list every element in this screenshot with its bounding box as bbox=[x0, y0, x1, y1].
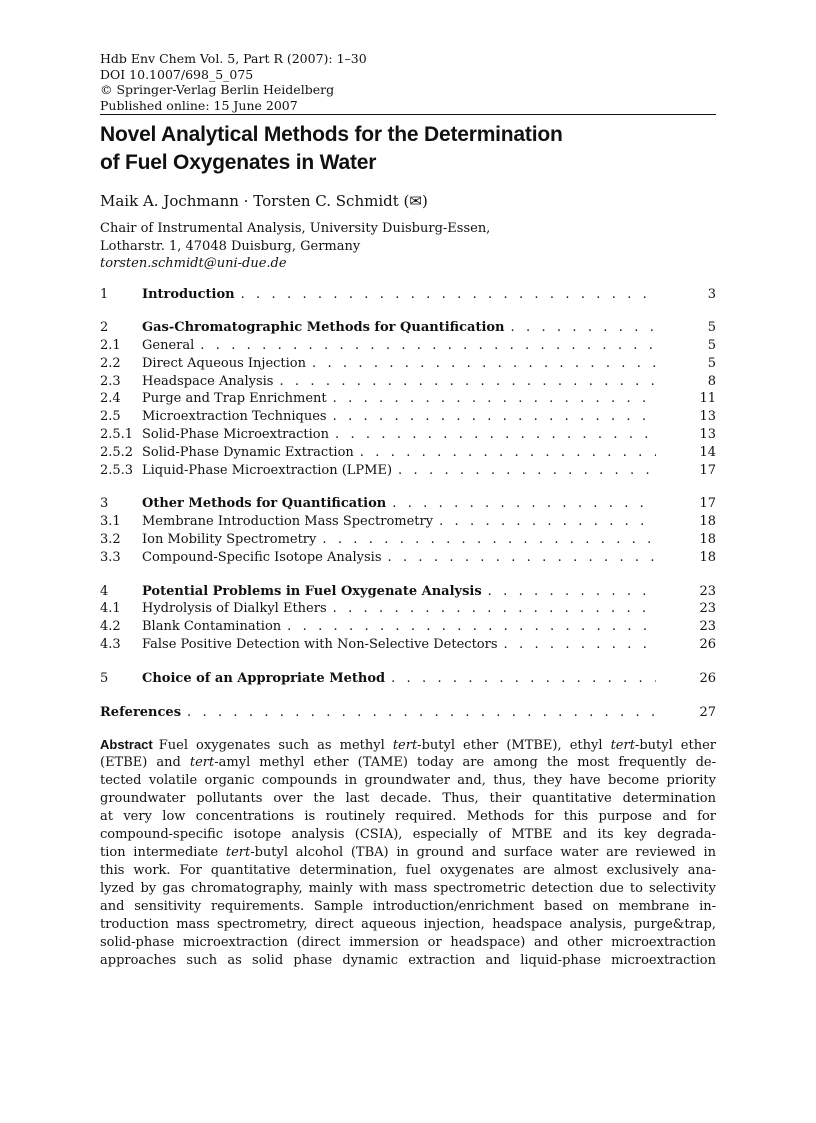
toc-page-number: 5 bbox=[707, 320, 716, 336]
toc-section-number: 3.3 bbox=[100, 549, 121, 565]
toc-page-number: 23 bbox=[699, 601, 716, 617]
abstract bbox=[100, 736, 716, 970]
toc-section-title: Blank Contamination bbox=[142, 619, 282, 635]
journal-citation: Hdb Env Chem Vol. 5, Part R (2007): 1–30 bbox=[100, 51, 367, 66]
toc-section-number: 2.4 bbox=[100, 391, 121, 407]
abstract-keyword: Abstract bbox=[100, 737, 153, 753]
affiliation-line-2: Lotharstr. 1, 47048 Duisburg, Germany bbox=[100, 238, 361, 254]
title-line-1: Novel Analytical Methods for the Determination bbox=[100, 123, 563, 146]
affiliation-line-1: Chair of Instrumental Analysis, University Duisburg-Essen, bbox=[100, 221, 491, 236]
toc-entry[interactable] bbox=[100, 496, 716, 514]
toc-leader-dots bbox=[333, 601, 656, 616]
toc-section-number: 2.5.1 bbox=[100, 427, 134, 443]
copyright: © Springer-Verlag Berlin Heidelberg bbox=[100, 82, 335, 97]
paper-title bbox=[100, 121, 716, 177]
toc-section-number: 3 bbox=[100, 496, 109, 512]
toc-leader-dots bbox=[488, 584, 656, 599]
toc-section-number: 3.1 bbox=[100, 514, 121, 530]
toc-leader-dots bbox=[439, 514, 656, 529]
toc-section-number: 4.3 bbox=[100, 637, 121, 653]
toc-page-number: 13 bbox=[699, 427, 716, 443]
abstract-line: tion intermediate tert-butyl alcohol (TBA) in ground and surface water are reviewed in bbox=[100, 845, 716, 861]
toc-gap bbox=[100, 689, 716, 705]
abstract-text bbox=[100, 736, 716, 970]
abstract-line: at very low concentrations is routinely required. Methods for this purpose and for bbox=[100, 809, 716, 825]
toc-leader-dots bbox=[511, 320, 656, 335]
toc-gap bbox=[100, 480, 716, 496]
abstract-line: troduction mass spectrometry, direct aqueous injection, headspace analysis, purge&trap, bbox=[100, 917, 716, 933]
toc-section-title: Ion Mobility Spectrometry bbox=[142, 532, 317, 548]
toc-page-number: 26 bbox=[699, 637, 716, 653]
toc-leader-dots bbox=[391, 671, 656, 686]
toc-section-title: References bbox=[100, 704, 182, 720]
toc-entry[interactable] bbox=[100, 463, 716, 481]
toc-page-number: 18 bbox=[699, 532, 716, 548]
toc-leader-dots bbox=[388, 550, 657, 565]
toc-page-number: 18 bbox=[699, 514, 716, 530]
toc-section-number: 4.1 bbox=[100, 601, 121, 617]
abstract-line: solid-phase microextraction (direct immersion or headspace) and other microextraction bbox=[100, 935, 716, 951]
doi: DOI 10.1007/698_5_075 bbox=[100, 66, 254, 82]
toc-page-number: 27 bbox=[699, 704, 716, 720]
toc-page-number: 14 bbox=[699, 444, 716, 460]
toc-entry[interactable] bbox=[100, 619, 716, 637]
toc-section-title: Other Methods for Quantification bbox=[142, 496, 387, 512]
toc-section-number: 2.5.2 bbox=[100, 444, 134, 460]
toc-section-title: Headspace Analysis bbox=[142, 373, 274, 389]
abstract-line: this work. For quantitative determination, fuel oxygenates are almost exclusively ana- bbox=[100, 863, 716, 879]
toc-entry[interactable] bbox=[100, 637, 716, 655]
toc-section-title: Compound-Specific Isotope Analysis bbox=[142, 549, 382, 565]
toc-page-number: 11 bbox=[699, 391, 716, 407]
toc-section-title: Solid-Phase Microextraction bbox=[142, 427, 329, 443]
abstract-line: compound-specific isotope analysis (CSIA), especially of MTBE and its key degrada- bbox=[100, 827, 716, 843]
abstract-line: lyzed by gas chromatography, mainly with mass spectrometric detection due to selectivity bbox=[100, 881, 716, 897]
toc-section-title: Choice of an Appropriate Method bbox=[142, 670, 386, 686]
abstract-line: and sensitivity requirements. Sample introduction/enrichment based on membrane in- bbox=[100, 899, 716, 915]
toc-leader-dots bbox=[241, 287, 656, 302]
toc-leader-dots bbox=[322, 532, 656, 547]
toc-entry[interactable] bbox=[100, 374, 716, 392]
toc-page-number: 5 bbox=[707, 355, 716, 371]
toc-page-number: 23 bbox=[699, 583, 716, 599]
toc-entry[interactable] bbox=[100, 584, 716, 602]
toc-leader-dots bbox=[187, 705, 656, 720]
toc-leader-dots bbox=[312, 356, 656, 371]
toc-leader-dots bbox=[333, 391, 656, 406]
toc-page-number: 17 bbox=[699, 496, 716, 512]
authors bbox=[100, 191, 716, 211]
toc-section-number: 2 bbox=[100, 320, 109, 336]
toc-page-number: 3 bbox=[707, 286, 716, 302]
toc-section-number: 2.3 bbox=[100, 373, 121, 389]
toc-entry[interactable] bbox=[100, 671, 716, 689]
toc-section-title: Microextraction Techniques bbox=[142, 409, 327, 425]
toc-section-title: False Positive Detection with Non-Selective Detectors bbox=[142, 637, 498, 653]
toc-entry[interactable] bbox=[100, 514, 716, 532]
header-rule bbox=[100, 114, 716, 115]
toc-leader-dots bbox=[360, 445, 656, 460]
toc-section-title: General bbox=[142, 338, 195, 354]
toc-section-title: Hydrolysis of Dialkyl Ethers bbox=[142, 601, 327, 617]
toc-leader-dots bbox=[335, 427, 656, 442]
toc-section-title: Solid-Phase Dynamic Extraction bbox=[142, 444, 354, 460]
toc-leader-dots bbox=[279, 374, 656, 389]
toc-section-number: 2.2 bbox=[100, 355, 121, 371]
abstract-line: groundwater pollutants over the last decade. Thus, their quantitative determination bbox=[100, 791, 716, 807]
abstract-line: tected volatile organic compounds in groundwater and, thus, they have become priority bbox=[100, 773, 716, 789]
toc-section-number: 2.5 bbox=[100, 409, 121, 425]
toc-section-number: 4 bbox=[100, 583, 109, 599]
toc-entry[interactable] bbox=[100, 320, 716, 338]
toc-page-number: 23 bbox=[699, 619, 716, 635]
toc-section-title: Membrane Introduction Mass Spectrometry bbox=[142, 514, 434, 530]
toc-section-title: Liquid-Phase Microextraction (LPME) bbox=[142, 462, 393, 478]
toc-entry[interactable] bbox=[100, 601, 716, 619]
toc-gap bbox=[100, 304, 716, 320]
toc-section-title: Purge and Trap Enrichment bbox=[142, 391, 327, 407]
toc-entry[interactable] bbox=[100, 391, 716, 409]
toc-entry[interactable] bbox=[100, 409, 716, 427]
toc-leader-dots bbox=[287, 619, 656, 634]
toc-entry[interactable] bbox=[100, 427, 716, 445]
toc-section-title: Direct Aqueous Injection bbox=[142, 355, 306, 371]
toc-page-number: 18 bbox=[699, 549, 716, 565]
toc-entry[interactable] bbox=[100, 287, 716, 305]
abstract-line: approaches such as solid phase dynamic extraction and liquid-phase microextraction bbox=[100, 953, 716, 969]
toc-entry[interactable] bbox=[100, 445, 716, 463]
toc-section-number: 2.1 bbox=[100, 338, 121, 354]
toc-gap bbox=[100, 568, 716, 584]
abstract-line: Abstract Fuel oxygenates such as methyl tert-butyl ether (MTBE), ethyl tert-butyl ether bbox=[100, 737, 717, 754]
toc-leader-dots bbox=[333, 409, 656, 424]
toc-leader-dots bbox=[392, 496, 656, 511]
published-date: Published online: 15 June 2007 bbox=[100, 97, 298, 113]
page bbox=[100, 51, 716, 970]
toc-section-title: Gas-Chromatographic Methods for Quantification bbox=[142, 320, 505, 336]
mail-icon: (✉) bbox=[403, 192, 428, 210]
toc-section-number: 2.5.3 bbox=[100, 462, 134, 478]
toc-entry[interactable] bbox=[100, 338, 716, 356]
author-email[interactable]: torsten.schmidt@uni-due.de bbox=[100, 256, 287, 271]
toc-page-number: 17 bbox=[699, 462, 716, 478]
toc-leader-dots bbox=[200, 338, 656, 353]
toc-leader-dots bbox=[398, 463, 656, 478]
toc-entry[interactable] bbox=[100, 550, 716, 568]
toc-section-title: Introduction bbox=[142, 286, 235, 302]
publication-header bbox=[100, 51, 716, 113]
toc-page-number: 13 bbox=[699, 409, 716, 425]
title-line-2: of Fuel Oxygenates in Water bbox=[100, 151, 377, 174]
table-of-contents bbox=[100, 287, 716, 723]
toc-page-number: 8 bbox=[707, 373, 716, 389]
toc-leader-dots bbox=[504, 637, 656, 652]
toc-page-number: 26 bbox=[699, 670, 716, 686]
toc-section-number: 3.2 bbox=[100, 532, 121, 548]
toc-page-number: 5 bbox=[707, 338, 716, 354]
toc-section-title: Potential Problems in Fuel Oxygenate Analysis bbox=[142, 583, 482, 599]
toc-gap bbox=[100, 655, 716, 671]
toc-section-number: 5 bbox=[100, 670, 109, 686]
author-names: Maik A. Jochmann · Torsten C. Schmidt bbox=[100, 192, 399, 210]
abstract-line: (ETBE) and tert-amyl methyl ether (TAME) today are among the most frequently de- bbox=[100, 755, 716, 771]
toc-entry[interactable] bbox=[100, 705, 716, 723]
toc-section-number: 4.2 bbox=[100, 619, 121, 635]
toc-section-number: 1 bbox=[100, 286, 109, 302]
affiliation bbox=[100, 220, 716, 273]
toc-entry[interactable] bbox=[100, 532, 716, 550]
toc-entry[interactable] bbox=[100, 356, 716, 374]
